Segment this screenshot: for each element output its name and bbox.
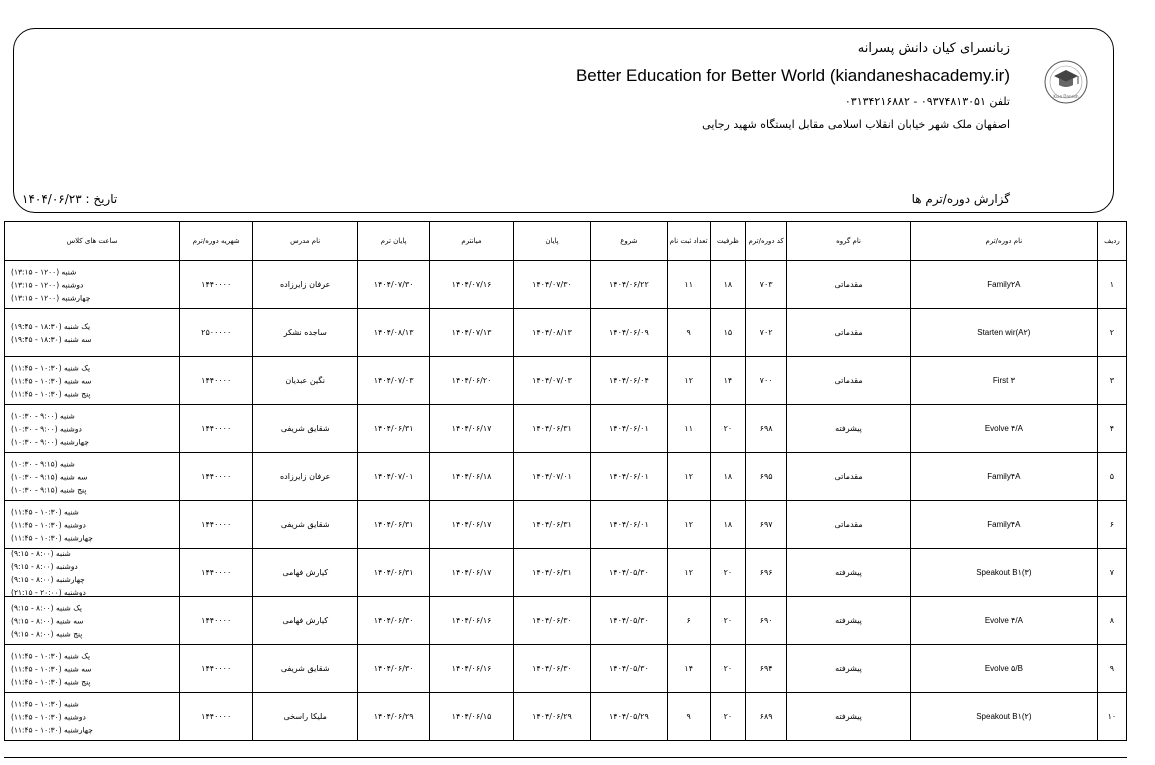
table-row [5,309,1127,357]
cell-course-code: ۶۹۴ [745,645,786,693]
svg-text:Kian Danesh: Kian Danesh [1053,94,1079,99]
cell-course-code: ۶۸۹ [745,693,786,741]
cell-teacher: شقایق شریفی [253,405,358,453]
table-body [5,261,1127,741]
header-midterm: میانترم [430,222,513,261]
cell-end-date: ۱۴۰۴/۰۷/۳۰ [513,261,590,309]
cell-course-code: ۶۹۰ [745,597,786,645]
class-times-list [5,265,179,304]
class-time-entry: یک شنبه (۱۰:۳۰ - ۱۱:۴۵) [11,363,91,372]
class-times-list [5,649,179,688]
class-time-entry: چهارشنبه (۸:۰۰ - ۹:۱۵) [11,574,85,584]
cell-row-number: ۱ [1097,261,1126,309]
cell-row-number: ۲ [1097,309,1126,357]
cell-end-date: ۱۴۰۴/۰۶/۳۰ [513,645,590,693]
header-start: شروع [591,222,667,261]
cell-course-name: Family۴A [910,453,1097,501]
header-final: پایان ترم [357,222,429,261]
cell-teacher: شقایق شریفی [253,501,358,549]
cell-midterm-date: ۱۴۰۴/۰۶/۱۵ [430,693,513,741]
cell-registered: ۱۴ [667,645,710,693]
class-time-entry: دوشنبه (۱۰:۳۰ - ۱۱:۴۵) [11,712,86,721]
cell-capacity: ۱۸ [710,453,745,501]
class-times-list [5,457,179,496]
report-title: گزارش دوره/ترم ها [911,192,1010,206]
class-time-entry: چهارشنبه (۱۰:۳۰ - ۱۱:۴۵) [11,533,93,542]
cell-class-times [5,597,180,645]
header-capacity: ظرفیت [710,222,745,261]
cell-tuition: ۱۴۴۰۰۰۰ [180,501,253,549]
cell-class-times [5,405,180,453]
cell-row-number: ۳ [1097,357,1126,405]
cell-course-name: Evolve ۴/A [910,597,1097,645]
cell-group-name: مقدماتی [787,309,911,357]
cell-final-date: ۱۴۰۴/۰۶/۳۰ [357,597,429,645]
header-end: پایان [513,222,590,261]
cell-final-date: ۱۴۰۴/۰۶/۳۱ [357,501,429,549]
class-times-list [5,697,179,736]
cell-capacity: ۲۰ [710,645,745,693]
cell-start-date: ۱۴۰۴/۰۶/۰۴ [591,357,667,405]
header-class-times: ساعت های کلاس [5,222,180,261]
cell-class-times [5,261,180,309]
header-group-name: نام گروه [787,222,911,261]
class-time-entry: پنج شنبه (۱۰:۳۰ - ۱۱:۴۵) [11,677,91,686]
table-row [5,453,1127,501]
class-time-entry: شنبه (۱۰:۳۰ - ۱۱:۴۵) [11,507,79,516]
table-row [5,501,1127,549]
cell-tuition: ۱۴۴۰۰۰۰ [180,693,253,741]
cell-end-date: ۱۴۰۴/۰۶/۳۱ [513,549,590,597]
cell-row-number: ۱۰ [1097,693,1126,741]
class-time-entry: چهارشنبه (۹:۰۰ - ۱۰:۳۰) [11,437,89,446]
table-row [5,405,1127,453]
table-header-row [5,222,1127,261]
cell-capacity: ۲۰ [710,405,745,453]
header-row-number: ردیف [1097,222,1126,261]
address: اصفهان ملک شهر خیابان انقلاب اسلامی مقابل ایستگاه شهید رجایی [702,118,1010,131]
cell-final-date: ۱۴۰۴/۰۶/۳۱ [357,405,429,453]
cell-row-number: ۵ [1097,453,1126,501]
cell-tuition: ۱۴۴۰۰۰۰ [180,405,253,453]
cell-group-name: پیشرفته [787,693,911,741]
cell-group-name: پیشرفته [787,549,911,597]
class-time-entry: سه شنبه (۱۰:۳۰ - ۱۱:۴۵) [11,376,92,385]
cell-end-date: ۱۴۰۴/۰۶/۳۱ [513,405,590,453]
cell-midterm-date: ۱۴۰۴/۰۶/۱۸ [430,453,513,501]
cell-tuition: ۱۴۴۰۰۰۰ [180,597,253,645]
class-time-entry: شنبه (۱۰:۳۰ - ۱۱:۴۵) [11,699,79,708]
cell-end-date: ۱۴۰۴/۰۸/۱۳ [513,309,590,357]
cell-group-name: مقدماتی [787,261,911,309]
class-time-entry: سه شنبه (۱۸:۳۰ - ۱۹:۴۵) [11,334,92,344]
cell-midterm-date: ۱۴۰۴/۰۷/۱۳ [430,309,513,357]
cell-class-times [5,453,180,501]
cell-class-times [5,645,180,693]
cell-start-date: ۱۴۰۴/۰۶/۰۹ [591,309,667,357]
cell-final-date: ۱۴۰۴/۰۷/۰۱ [357,453,429,501]
cell-course-name: Family۲A [910,261,1097,309]
class-times-list [5,361,179,400]
cell-capacity: ۲۰ [710,693,745,741]
cell-teacher: کیارش فهامی [253,597,358,645]
class-time-entry: سه شنبه (۸:۰۰ - ۹:۱۵) [11,616,84,625]
cell-row-number: ۷ [1097,549,1126,597]
cell-group-name: مقدماتی [787,453,911,501]
class-time-entry: دوشنبه (۱۰:۳۰ - ۱۱:۴۵) [11,520,86,529]
cell-end-date: ۱۴۰۴/۰۷/۰۱ [513,453,590,501]
cell-midterm-date: ۱۴۰۴/۰۶/۱۶ [430,597,513,645]
table-row [5,597,1127,645]
cell-start-date: ۱۴۰۴/۰۶/۰۱ [591,501,667,549]
table-row [5,693,1127,741]
class-times-list [5,505,179,544]
school-name: زبانسرای کیان دانش پسرانه [857,41,1010,56]
cell-final-date: ۱۴۰۴/۰۶/۳۱ [357,549,429,597]
cell-course-name: Speakout B۱(۳) [910,549,1097,597]
cell-tuition: ۱۴۴۰۰۰۰ [180,453,253,501]
cell-registered: ۹ [667,693,710,741]
cell-midterm-date: ۱۴۰۴/۰۶/۱۶ [430,645,513,693]
cell-final-date: ۱۴۰۴/۰۸/۱۳ [357,309,429,357]
class-time-entry: پنج شنبه (۱۰:۳۰ - ۱۱:۴۵) [11,389,91,398]
cell-capacity: ۱۸ [710,501,745,549]
class-time-entry: دوشنبه (۸:۰۰ - ۹:۱۵) [11,561,78,571]
cell-course-code: ۶۹۸ [745,405,786,453]
table-row [5,261,1127,309]
class-time-entry: شنبه (۹:۱۵ - ۱۰:۳۰) [11,459,75,468]
cell-start-date: ۱۴۰۴/۰۵/۳۰ [591,549,667,597]
cell-teacher: نگین عبدیان [253,357,358,405]
cell-course-code: ۶۹۵ [745,453,786,501]
class-time-entry: دوشنبه (۹:۰۰ - ۱۰:۳۰) [11,424,82,433]
cell-course-name: Family۴A [910,501,1097,549]
cell-registered: ۱۲ [667,501,710,549]
cell-capacity: ۲۰ [710,597,745,645]
cell-final-date: ۱۴۰۴/۰۷/۳۰ [357,261,429,309]
cell-final-date: ۱۴۰۴/۰۶/۲۹ [357,693,429,741]
table-row [5,549,1127,597]
cell-class-times [5,693,180,741]
cell-tuition: ۱۴۴۰۰۰۰ [180,645,253,693]
class-times-list [5,409,179,448]
cell-teacher: عرفان زایرزاده [253,261,358,309]
cell-registered: ۹ [667,309,710,357]
cell-start-date: ۱۴۰۴/۰۶/۲۲ [591,261,667,309]
footer-divider [4,757,1127,758]
cell-tuition: ۱۴۴۰۰۰۰ [180,357,253,405]
cell-row-number: ۴ [1097,405,1126,453]
cell-course-code: ۷۰۲ [745,309,786,357]
header-tuition: شهریه دوره/ترم [180,222,253,261]
courses-table [4,221,1127,741]
cell-group-name: پیشرفته [787,405,911,453]
cell-start-date: ۱۴۰۴/۰۵/۳۰ [591,597,667,645]
cell-course-name: Evolve ۴/A [910,405,1097,453]
report-date: تاریخ : ۱۴۰۴/۰۶/۲۳ [22,192,118,206]
class-time-entry: یک شنبه (۸:۰۰ - ۹:۱۵) [11,603,82,612]
table-row [5,645,1127,693]
cell-teacher: ساجده نشکر [253,309,358,357]
class-time-entry: دوشنبه (۱۲۰۰ - ۱۳:۱۵) [11,280,84,289]
cell-capacity: ۱۵ [710,309,745,357]
cell-row-number: ۹ [1097,645,1126,693]
cell-capacity: ۱۸ [710,261,745,309]
phone-numbers: تلفن ۰۹۳۷۴۸۱۳۰۵۱ - ۰۳۱۳۴۲۱۶۸۸۲ [844,95,1010,108]
academy-logo [1042,58,1090,106]
cell-group-name: پیشرفته [787,597,911,645]
cell-course-code: ۶۹۷ [745,501,786,549]
cell-class-times [5,357,180,405]
cell-course-code: ۶۹۶ [745,549,786,597]
cell-teacher: ملیکا راسخی [253,693,358,741]
class-time-entry: شنبه (۱۲۰۰ - ۱۳:۱۵) [11,267,77,276]
class-time-entry: یک شنبه (۱۸:۳۰ - ۱۹:۴۵) [11,321,91,331]
cell-midterm-date: ۱۴۰۴/۰۶/۲۰ [430,357,513,405]
cell-start-date: ۱۴۰۴/۰۶/۰۱ [591,453,667,501]
cell-start-date: ۱۴۰۴/۰۶/۰۱ [591,405,667,453]
cell-tuition: ۲۵۰۰۰۰۰ [180,309,253,357]
cell-course-code: ۷۰۳ [745,261,786,309]
cell-course-code: ۷۰۰ [745,357,786,405]
cell-registered: ۱۲ [667,453,710,501]
class-time-entry: شنبه (۹:۰۰ - ۱۰:۳۰) [11,411,75,420]
cell-registered: ۱۲ [667,549,710,597]
cell-course-name: Starten wir(A۲) [910,309,1097,357]
slogan: Better Education for Better World (kiandaneshacademy.ir) [575,66,1010,85]
cell-group-name: پیشرفته [787,645,911,693]
class-times-list [5,320,179,346]
cell-end-date: ۱۴۰۴/۰۷/۰۳ [513,357,590,405]
cell-midterm-date: ۱۴۰۴/۰۶/۱۷ [430,501,513,549]
header-registered: تعداد ثبت نام [667,222,710,261]
class-times-list [5,549,179,597]
cell-teacher: کیارش فهامی [253,549,358,597]
class-time-entry: پنج شنبه (۹:۱۵ - ۱۰:۳۰) [11,485,87,494]
cell-final-date: ۱۴۰۴/۰۷/۰۳ [357,357,429,405]
cell-end-date: ۱۴۰۴/۰۶/۳۰ [513,597,590,645]
cell-class-times [5,549,180,597]
cell-tuition: ۱۴۴۰۰۰۰ [180,261,253,309]
cell-tuition: ۱۴۴۰۰۰۰ [180,549,253,597]
cell-teacher: شقایق شریفی [253,645,358,693]
class-time-entry: سه شنبه (۹:۱۵ - ۱۰:۳۰) [11,472,88,481]
class-time-entry: دوشنبه (۲۰:۰۰ - ۲۱:۱۵) [11,587,86,597]
cell-teacher: عرفان زایرزاده [253,453,358,501]
cell-start-date: ۱۴۰۴/۰۵/۳۰ [591,645,667,693]
class-times-list [5,601,179,640]
header-teacher: نام مدرس [253,222,358,261]
class-time-entry: چهارشنبه (۱۰:۳۰ - ۱۱:۴۵) [11,725,93,734]
class-time-entry: شنبه (۸:۰۰ - ۹:۱۵) [11,548,71,558]
header-course-name: نام دوره/ترم [910,222,1097,261]
cell-final-date: ۱۴۰۴/۰۶/۳۰ [357,645,429,693]
cell-course-name: Evolve ۵/B [910,645,1097,693]
cell-midterm-date: ۱۴۰۴/۰۶/۱۷ [430,405,513,453]
table-row [5,357,1127,405]
cell-course-name: First ۳ [910,357,1097,405]
cell-class-times [5,309,180,357]
class-time-entry: چهارشنبه (۱۲۰۰ - ۱۳:۱۵) [11,293,91,302]
header-course-code: کد دوره/ترم [745,222,786,261]
cell-end-date: ۱۴۰۴/۰۶/۳۱ [513,501,590,549]
cell-end-date: ۱۴۰۴/۰۶/۲۹ [513,693,590,741]
cell-row-number: ۸ [1097,597,1126,645]
class-time-entry: سه شنبه (۱۰:۳۰ - ۱۱:۴۵) [11,664,92,673]
cell-capacity: ۱۴ [710,357,745,405]
cell-midterm-date: ۱۴۰۴/۰۶/۱۷ [430,549,513,597]
cell-registered: ۱۱ [667,405,710,453]
cell-capacity: ۲۰ [710,549,745,597]
cell-group-name: مقدماتی [787,501,911,549]
cell-class-times [5,501,180,549]
cell-group-name: مقدماتی [787,357,911,405]
cell-midterm-date: ۱۴۰۴/۰۷/۱۶ [430,261,513,309]
class-time-entry: یک شنبه (۱۰:۳۰ - ۱۱:۴۵) [11,651,91,660]
cell-registered: ۶ [667,597,710,645]
cell-course-name: Speakout B۱(۲) [910,693,1097,741]
cell-registered: ۱۲ [667,357,710,405]
cell-registered: ۱۱ [667,261,710,309]
cell-row-number: ۶ [1097,501,1126,549]
cell-start-date: ۱۴۰۴/۰۵/۲۹ [591,693,667,741]
class-time-entry: پنج شنبه (۸:۰۰ - ۹:۱۵) [11,629,83,638]
